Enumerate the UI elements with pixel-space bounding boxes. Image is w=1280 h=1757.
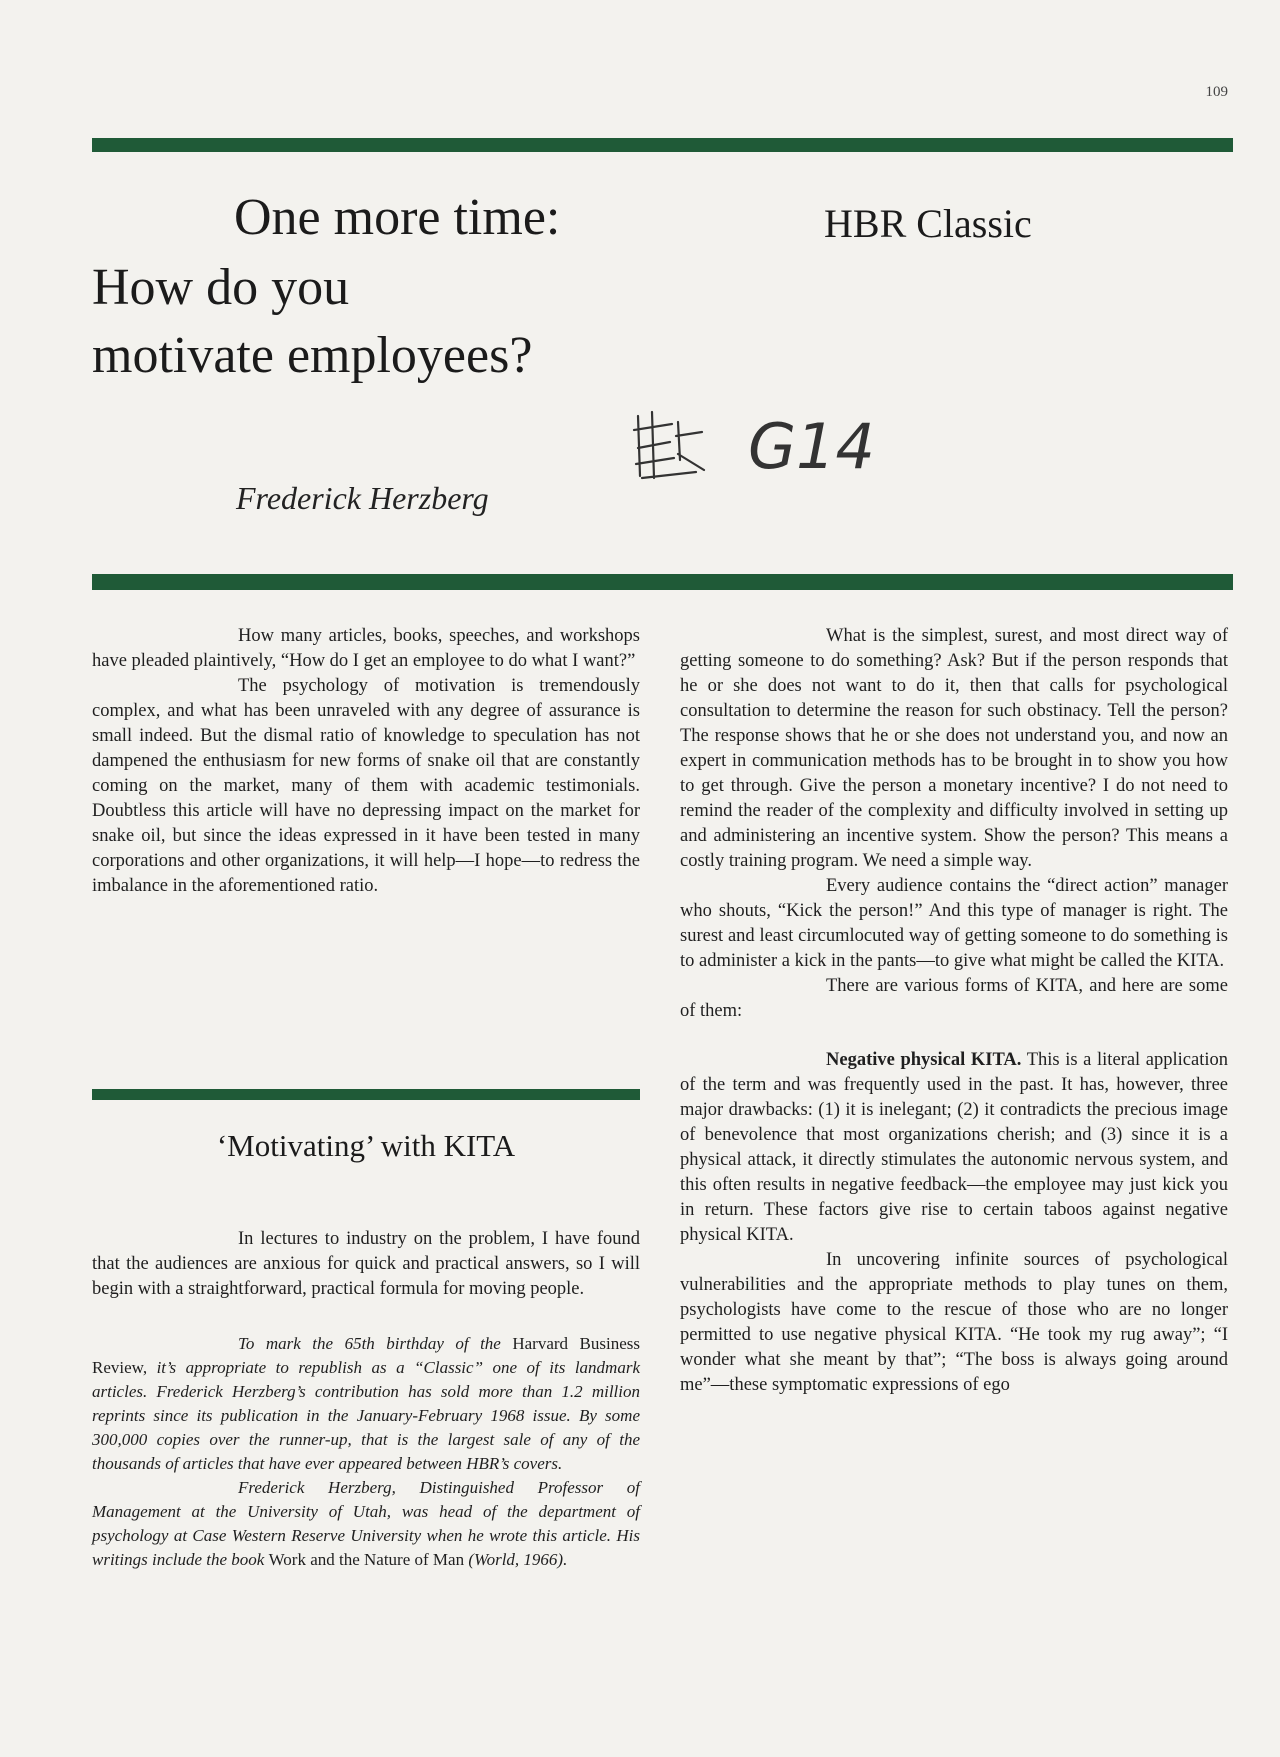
paragraph: The psychology of motivation is tremendously complex, and what has been unraveled with any degree of assurance is small indeed. But the dismal ratio of knowledge to speculation has not dampened the enthusiasm for new forms of snake oil that are constantly coming on the market, many of them with academic testimonials. Doubtless this article will have no depressing impact on the market for snake oil, but since the ideas expressed in it have been tested in many corporations and other organizations, it will help—I hope—to redress the imbalance in the aforementioned ratio. (92, 676, 640, 896)
note-text: Frederick Herzberg, Distinguished Professor of Management at the University of Utah, was head of the department of psychology at Case Western Reserve University when he wrote this article. His writings include the book (92, 1478, 640, 1569)
run-in-text: This is a literal application of the term and was frequently used in the past. It has, however, three major drawbacks: (1) it is inelegant; (2) it contradicts the precious image of benevolence that most organizations cherish; and (3) since it is a physical attack, it directly stimulates the autonomic nervous system, and this often results in negative feedback—the employee may just kick you in return. These factors give rise to certain taboos against negative physical KITA. (680, 1050, 1228, 1245)
paragraph: In uncovering infinite sources of psychological vulnerabilities and the appropriate methods to play tunes on them, psychologists have come to the rescue of those who are no longer permitted to use negative physical KITA. “He took my rug away”; “I wonder what she meant by that”; “The boss is always going around me”—these symptomatic expressions of ego (680, 1250, 1228, 1395)
page-number: 109 (1205, 84, 1228, 100)
note-text: To mark the 65th birthday of the (238, 1334, 513, 1353)
paragraph (680, 1048, 1228, 1248)
title-line-2: How do you (92, 259, 350, 316)
section-heading: ‘Motivating’ with KITA (216, 1128, 516, 1163)
series-label: HBR Classic (824, 201, 1032, 246)
paragraph: There are various forms of KITA, and here are some of them: (680, 976, 1228, 1021)
handwritten-annotation (632, 400, 912, 488)
paragraph: What is the simplest, surest, and most direct way of getting someone to do something? Ask? But if the person responds that he or she does not want to do it, then that calls for psychological consultation to determine the reason for such obstinacy. Tell the person? The response shows that he or she does not understand you, and now an expert in communication methods has to be brought in to show you how to get through. Give the person a monetary incentive? I do not need to remind the reader of the complexity and difficulty involved in setting up and administering an incentive system. Show the person? This means a costly training program. We need a simple way. (680, 626, 1228, 871)
right-column (680, 624, 1228, 1398)
run-in-heading: Negative physical KITA. (826, 1050, 1022, 1070)
paragraph: In lectures to industry on the problem, I have found that the audiences are anxious for quick and practical answers, so I will begin with a straightforward, practical formula for moving people. (92, 1229, 640, 1299)
title-line-1: One more time: (234, 189, 561, 246)
section-rule (92, 574, 1233, 590)
handwritten-glyph (634, 412, 704, 478)
title-line-3: motivate employees? (92, 327, 533, 384)
subsection-rule (92, 1089, 640, 1100)
note-paragraph (92, 1476, 640, 1572)
header-rule (92, 138, 1233, 152)
note-text: (World, 1966). (464, 1550, 568, 1569)
note-text: it’s appropriate to republish as a “Classic” one of its landmark articles. Frederick Herzberg’s contribution has sold more than 1.2 million reprints since its publication in the January-February 1968 issue. By some 300,000 copies over the runner-up, that is the largest sale of any of the thousands of articles that have ever appeared between HBR’s covers. (92, 1358, 640, 1473)
note-journal-name: Harvard Business Review, (92, 1334, 640, 1377)
paragraph: How many articles, books, speeches, and workshops have pleaded plaintively, “How do I get an employee to do what I want?” (92, 626, 640, 671)
editor-note (92, 1332, 640, 1572)
author-name: Frederick Herzberg (236, 480, 489, 516)
left-column-intro (92, 624, 640, 899)
left-column-section (92, 1227, 640, 1572)
paragraph: Every audience contains the “direct action” manager who shouts, “Kick the person!” And this type of manager is right. The surest and least circumlocuted way of getting someone to do something is to administer a kick in the pants—to give what might be called the KITA. (680, 876, 1228, 971)
note-book-title: Work and the Nature of Man (268, 1550, 465, 1569)
note-paragraph (92, 1332, 640, 1476)
handwritten-code: G14 (748, 410, 875, 483)
